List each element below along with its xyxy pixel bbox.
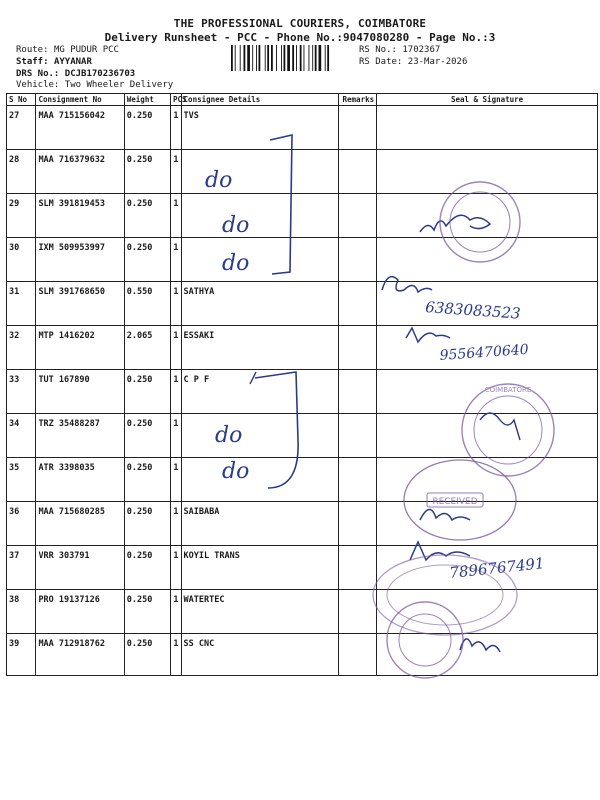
cell-seal-signature (377, 106, 598, 150)
cell-consignment: SLM 391768650 (36, 282, 124, 326)
drs-label: DRS No.: (16, 69, 60, 79)
cell-sno: 33 (7, 370, 36, 414)
cell-consignment: MAA 715680285 (36, 502, 124, 546)
cell-consignee: SS CNC (181, 634, 339, 676)
cell-pcs: 1 (171, 150, 182, 194)
cell-remarks (339, 590, 377, 634)
cell-seal-signature (377, 238, 598, 282)
cell-weight: 0.250 (124, 238, 170, 282)
cell-pcs: 1 (171, 502, 182, 546)
handwritten-phone-3: 7896767491 (448, 554, 546, 582)
runsheet-table (6, 93, 598, 676)
drs-line (16, 69, 135, 79)
cell-seal-signature (377, 546, 598, 590)
rs-no-label: RS No.: (359, 45, 397, 55)
cell-seal-signature (377, 150, 598, 194)
cell-consignment: SLM 391819453 (36, 194, 124, 238)
vehicle-line (16, 80, 173, 90)
table-row (7, 414, 598, 458)
rs-date-value: 23-Mar-2026 (407, 57, 468, 67)
cell-remarks (339, 150, 377, 194)
cell-consignee: SATHYA (181, 282, 339, 326)
cell-sno: 34 (7, 414, 36, 458)
ditto-mark-2: do (222, 213, 250, 238)
cell-sno: 37 (7, 546, 36, 590)
cell-pcs: 1 (171, 634, 182, 676)
cell-weight: 2.065 (124, 326, 170, 370)
cell-sno: 30 (7, 238, 36, 282)
cell-remarks (339, 106, 377, 150)
table-row (7, 238, 598, 282)
cell-remarks (339, 282, 377, 326)
barcode-icon (231, 45, 356, 71)
table-row (7, 106, 598, 150)
header-seal-signature: Seal & Signature (377, 94, 598, 106)
cell-remarks (339, 326, 377, 370)
runsheet-subtitle: Delivery Runsheet - PCC - Phone No.:9047080280 - Page No.:3 (104, 31, 496, 44)
cell-remarks (339, 502, 377, 546)
vehicle-value: Two Wheeler Delivery (64, 80, 174, 90)
cell-seal-signature (377, 590, 598, 634)
cell-weight: 0.250 (124, 546, 170, 590)
drs-value: DCJB170236703 (64, 69, 136, 79)
cell-consignee: ESSAKI (181, 326, 339, 370)
ditto-mark-4: do (215, 423, 243, 448)
rs-date-line (359, 57, 467, 67)
received-stamp-text: RECEIVED (432, 497, 478, 507)
staff-value: AYYANAR (53, 57, 92, 67)
cell-weight: 0.250 (124, 150, 170, 194)
cell-seal-signature (377, 326, 598, 370)
table-row (7, 150, 598, 194)
rs-no-line (359, 45, 440, 55)
cell-pcs: 1 (171, 458, 182, 502)
cell-consignee (181, 414, 339, 458)
cell-weight: 0.250 (124, 106, 170, 150)
cell-consignee (181, 150, 339, 194)
cell-seal-signature (377, 370, 598, 414)
header-sno: S No (7, 94, 36, 106)
header-consignment: Consignment No (36, 94, 124, 106)
cell-remarks (339, 634, 377, 676)
cell-pcs: 1 (171, 590, 182, 634)
cell-pcs: 1 (171, 282, 182, 326)
handwritten-phone-1: 6383083523 (424, 298, 522, 323)
cell-consignment: MAA 712918762 (36, 634, 124, 676)
staff-label: Staff: (16, 57, 49, 67)
cell-pcs: 1 (171, 194, 182, 238)
cell-consignee (181, 238, 339, 282)
cell-consignee: SAIBABA (181, 502, 339, 546)
table-row (7, 458, 598, 502)
table-row (7, 546, 598, 590)
table-row (7, 634, 598, 676)
cell-weight: 0.250 (124, 502, 170, 546)
cell-seal-signature (377, 634, 598, 676)
cell-pcs: 1 (171, 326, 182, 370)
table-row (7, 326, 598, 370)
header-pcs: PCS (171, 94, 182, 106)
rs-date-label: RS Date: (359, 57, 403, 67)
table-header-row (7, 94, 598, 106)
cell-consignment: IXM 509953997 (36, 238, 124, 282)
cell-weight: 0.250 (124, 414, 170, 458)
cell-seal-signature (377, 458, 598, 502)
cell-weight: 0.250 (124, 370, 170, 414)
cell-seal-signature (377, 282, 598, 326)
cell-consignee: WATERTEC (181, 590, 339, 634)
header-consignee: Consignee Details (181, 94, 339, 106)
cell-pcs: 1 (171, 238, 182, 282)
cell-sno: 38 (7, 590, 36, 634)
cell-consignment: VRR 303791 (36, 546, 124, 590)
ditto-mark-1: do (205, 168, 233, 193)
cell-weight: 0.250 (124, 194, 170, 238)
table-row (7, 194, 598, 238)
cell-remarks (339, 194, 377, 238)
cell-remarks (339, 370, 377, 414)
ditto-mark-3: do (222, 251, 250, 276)
cell-sno: 27 (7, 106, 36, 150)
cell-weight: 0.250 (124, 458, 170, 502)
table-row (7, 590, 598, 634)
cell-weight: 0.250 (124, 590, 170, 634)
cell-weight: 0.250 (124, 634, 170, 676)
cell-consignment: MAA 715156042 (36, 106, 124, 150)
cell-sno: 35 (7, 458, 36, 502)
cell-consignment: TRZ 35488287 (36, 414, 124, 458)
header-weight: Weight (124, 94, 170, 106)
ditto-mark-5: do (222, 459, 250, 484)
handwritten-phone-2: 9556470640 (439, 341, 530, 364)
cell-pcs: 1 (171, 414, 182, 458)
cell-remarks (339, 414, 377, 458)
company-title: THE PROFESSIONAL COURIERS, COIMBATORE (173, 17, 427, 30)
cell-consignee (181, 458, 339, 502)
route-value: MG PUDUR PCC (53, 45, 119, 55)
table-row (7, 370, 598, 414)
cell-consignment: PRO 19137126 (36, 590, 124, 634)
cell-consignee: KOYIL TRANS (181, 546, 339, 590)
table-row (7, 502, 598, 546)
cell-remarks (339, 458, 377, 502)
cell-sno: 31 (7, 282, 36, 326)
staff-line (16, 57, 92, 67)
cell-consignment: ATR 3398035 (36, 458, 124, 502)
rs-no-value: 1702367 (402, 45, 441, 55)
cell-consignee (181, 194, 339, 238)
cell-sno: 39 (7, 634, 36, 676)
cell-pcs: 1 (171, 106, 182, 150)
cell-seal-signature (377, 502, 598, 546)
cell-consignee: TVS (181, 106, 339, 150)
table-row (7, 282, 598, 326)
header-remarks: Remarks (339, 94, 377, 106)
vehicle-label: Vehicle: (16, 80, 60, 90)
cell-remarks (339, 546, 377, 590)
cell-consignment: MTP 1416202 (36, 326, 124, 370)
cell-consignment: TUT 167890 (36, 370, 124, 414)
stamp-text: COIMBATORE (484, 386, 532, 394)
cell-sno: 29 (7, 194, 36, 238)
cell-consignee: C P F (181, 370, 339, 414)
cell-seal-signature (377, 414, 598, 458)
route-label: Route: (16, 45, 49, 55)
route-line (16, 45, 119, 55)
cell-remarks (339, 238, 377, 282)
cell-sno: 28 (7, 150, 36, 194)
cell-sno: 32 (7, 326, 36, 370)
cell-sno: 36 (7, 502, 36, 546)
cell-seal-signature (377, 194, 598, 238)
cell-weight: 0.550 (124, 282, 170, 326)
cell-pcs: 1 (171, 546, 182, 590)
cell-pcs: 1 (171, 370, 182, 414)
cell-consignment: MAA 716379632 (36, 150, 124, 194)
